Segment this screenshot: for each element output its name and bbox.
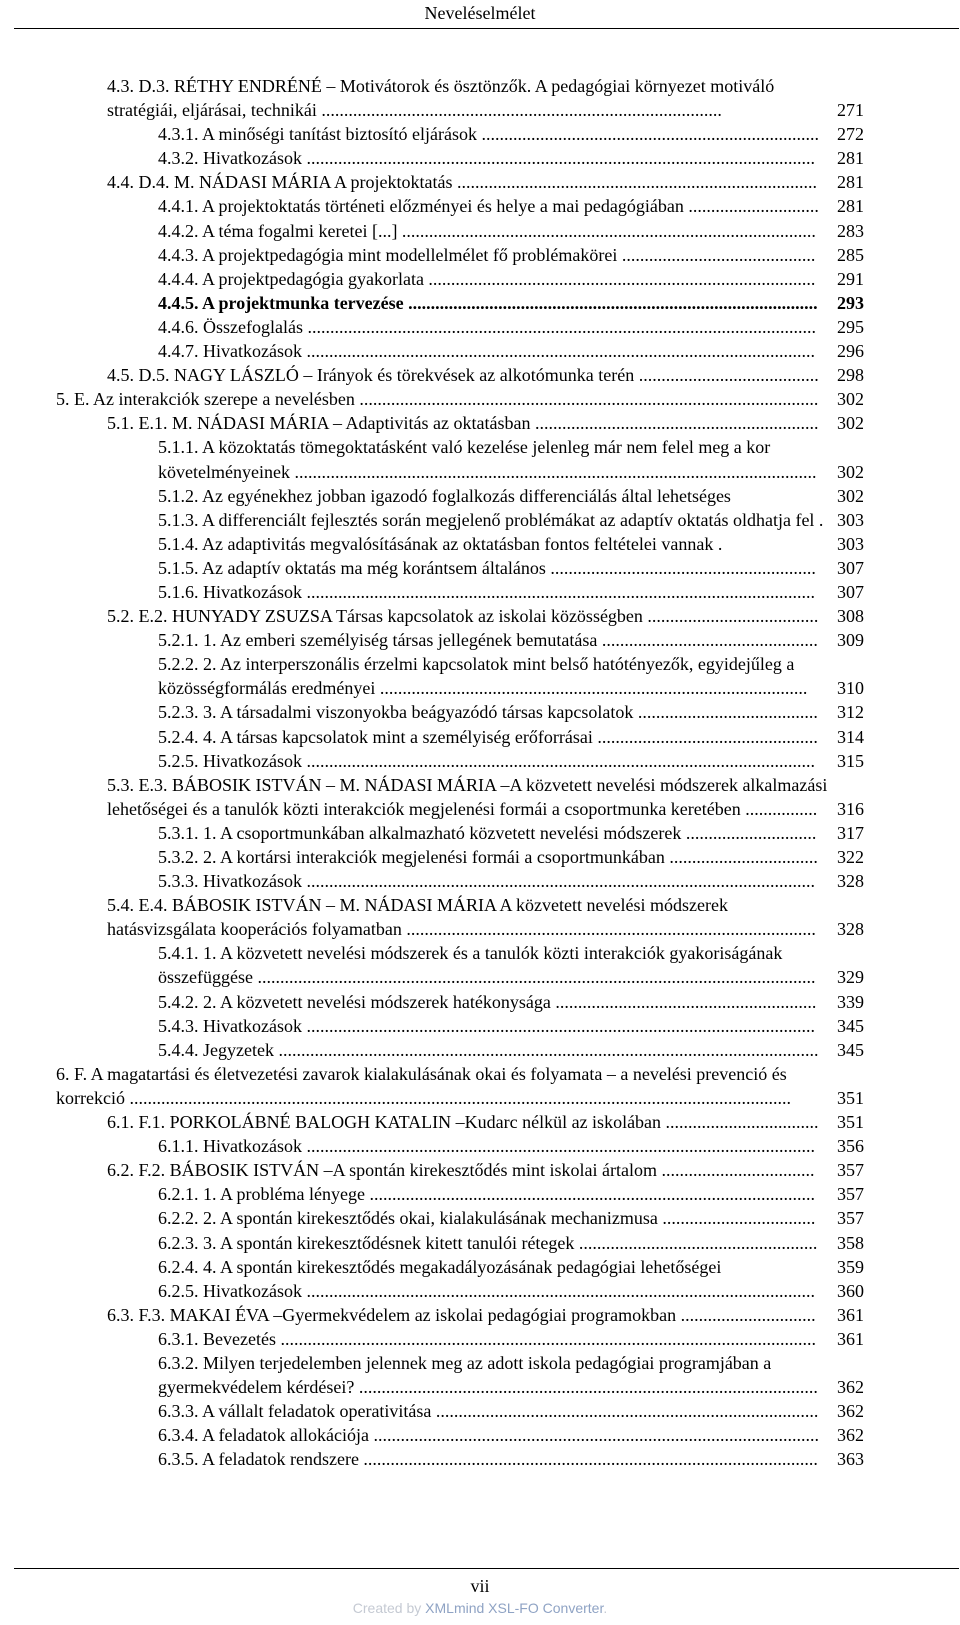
toc-entry[interactable] — [0, 628, 960, 652]
toc-entry-title: 6.3.2. Milyen terjedelemben jelennek meg az adott iskola pedagógiai programjában a gyermekvédelem kérdései? ...................................................................................................... — [158, 1352, 818, 1398]
toc-entry-title: 5.2.2. 2. Az interperszonális érzelmi kapcsolatok mint belső hatótényezők, egyidejűleg a közösségformálás eredményei ............................................................................................... — [158, 654, 808, 699]
page-number: vii — [470, 1576, 490, 1596]
toc-entry-title: 5.1.3. A differenciált fejlesztés során megjelenő problémákat az adaptív oktatás oldhatja fel . — [158, 509, 824, 530]
toc-entry[interactable] — [0, 725, 960, 749]
toc-entry-page: 361 — [833, 1303, 864, 1327]
toc-entry-title: 4.5. D.5. NAGY LÁSZLÓ – Irányok és törekvések az alkotómunka terén ........................................ — [107, 365, 819, 386]
toc-entry-page: 357 — [833, 1158, 864, 1182]
toc-entry[interactable] — [0, 1255, 960, 1279]
header-rule — [14, 28, 959, 29]
toc-entry-title: 4.4.6. Összefoglalás ................................................................................................................. — [158, 316, 816, 337]
toc-entry[interactable] — [0, 146, 960, 170]
toc-entry[interactable] — [0, 893, 960, 941]
toc-entry[interactable] — [0, 1062, 960, 1110]
toc-entry[interactable] — [0, 1134, 960, 1158]
toc-entry-title: 6.3.4. A feladatok allokációja ................................................................................................... — [158, 1425, 819, 1446]
toc-entry[interactable] — [0, 411, 960, 435]
toc-entry[interactable] — [0, 1351, 960, 1399]
toc-entry-title: 6. F. A magatartási és életvezetési zavarok kialakulásának okai és folyamata – a nevelési prevenció és korrekció ................................................................................................................................................... — [56, 1063, 791, 1108]
credit-suffix: . — [603, 1600, 608, 1616]
toc-entry-page: 363 — [833, 1447, 864, 1471]
toc-entry-title: 5.4.4. Jegyzetek ........................................................................................................................ — [158, 1039, 819, 1060]
toc-entry-page: 298 — [833, 363, 864, 387]
toc-entry-page: 291 — [833, 267, 864, 291]
toc-entry[interactable] — [0, 1303, 960, 1327]
toc-entry[interactable] — [0, 1447, 960, 1471]
toc-entry-title: 6.2.1. 1. A probléma lényege ................................................................................................... — [158, 1184, 815, 1205]
toc-entry-title: 4.3.1. A minőségi tanítást biztosító eljárások ........................................................................... — [158, 124, 819, 145]
toc-entry[interactable] — [0, 580, 960, 604]
converter-credit — [0, 1600, 960, 1616]
toc-entry-page: 345 — [833, 1038, 864, 1062]
toc-entry[interactable] — [0, 990, 960, 1014]
toc-entry-title: 6.1.1. Hivatkozások ................................................................................................................. — [158, 1136, 815, 1157]
toc-entry[interactable] — [0, 1182, 960, 1206]
toc-entry-page: 359 — [833, 1255, 864, 1279]
toc-entry-page: 351 — [833, 1110, 864, 1134]
toc-entry-title: 6.2. F.2. BÁBOSIK ISTVÁN –A spontán kirekesztődés mint iskolai ártalom .................................. — [107, 1160, 815, 1181]
toc-entry[interactable] — [0, 1038, 960, 1062]
toc-entry-page: 315 — [833, 749, 864, 773]
toc-entry[interactable] — [0, 773, 960, 821]
toc-entry-page: 302 — [833, 387, 864, 411]
toc-entry[interactable] — [0, 1279, 960, 1303]
toc-entry[interactable] — [0, 1158, 960, 1182]
toc-entry-title: 4.4. D.4. M. NÁDASI MÁRIA A projektoktatás ................................................................................ — [107, 172, 817, 193]
toc-entry-page: 271 — [833, 98, 864, 122]
toc-entry-page: 357 — [833, 1182, 864, 1206]
toc-entry-page: 362 — [833, 1375, 864, 1399]
toc-entry-title: 6.2.3. 3. A spontán kirekesztődésnek kitett tanulói rétegek ..................................................... — [158, 1232, 818, 1253]
toc-entry-page: 309 — [833, 628, 864, 652]
toc-entry[interactable] — [0, 74, 960, 122]
toc-entry-title: 4.4.2. A téma fogalmi keretei [...] ............................................................................................ — [158, 220, 816, 241]
toc-entry[interactable] — [0, 652, 960, 700]
toc-entry-title: 5.4.1. 1. A közvetett nevelési módszerek és a tanulók közti interakciók gyakoriságának összefüggése ............................................................................................................................ — [158, 943, 816, 988]
toc-entry-title: 5.2.3. 3. A társadalmi viszonyokba beágyazódó társas kapcsolatok ........................................ — [158, 702, 818, 723]
toc-entry-page: 310 — [833, 676, 864, 700]
toc-entry[interactable] — [0, 700, 960, 724]
toc-entry[interactable] — [0, 267, 960, 291]
toc-entry-page: 328 — [833, 917, 864, 941]
toc-entry-title: 4.3. D.3. RÉTHY ENDRÉNÉ – Motivátorok és ösztönzők. A pedagógiai környezet motiváló stratégiái, eljárásai, technikái ......................................................................................... — [107, 76, 775, 121]
toc-entry-page: 329 — [833, 965, 864, 989]
toc-entry-page: 303 — [833, 532, 864, 556]
toc-entry-title: 5.2. E.2. HUNYADY ZSUZSA Társas kapcsolatok az iskolai közösségben ...................................... — [107, 606, 819, 627]
toc-entry-title: 4.4.3. A projektpedagógia mint modellelmélet fő problémakörei ........................................... — [158, 244, 816, 265]
toc-entry-page: 302 — [833, 484, 864, 508]
toc-entry-page: 361 — [833, 1327, 864, 1351]
toc-entry[interactable] — [0, 363, 960, 387]
toc-entry[interactable] — [0, 1231, 960, 1255]
toc-entry[interactable] — [0, 845, 960, 869]
toc-entry[interactable] — [0, 1206, 960, 1230]
toc-entry-title: 5.4. E.4. BÁBOSIK ISTVÁN – M. NÁDASI MÁRIA A közvetett nevelési módszerek hatásvizsgálata kooperációs folyamatban ........................................................................................... — [107, 895, 816, 940]
toc-entry-page: 362 — [833, 1399, 864, 1423]
toc-entry-title: 5.3.1. 1. A csoportmunkában alkalmazható közvetett nevelési módszerek ............................. — [158, 822, 817, 843]
toc-entry[interactable] — [0, 484, 960, 508]
toc-entry[interactable] — [0, 1423, 960, 1447]
toc-entry-page: 317 — [833, 821, 864, 845]
toc-entry[interactable] — [0, 1399, 960, 1423]
toc-entry-title: 4.3.2. Hivatkozások ................................................................................................................. — [158, 148, 815, 169]
toc-entry-page: 360 — [833, 1279, 864, 1303]
toc-entry-page: 351 — [833, 1086, 864, 1110]
table-of-contents — [0, 74, 960, 1471]
toc-entry-page: 296 — [833, 339, 864, 363]
toc-entry-page: 302 — [833, 411, 864, 435]
footer-rule — [14, 1568, 959, 1569]
toc-entry[interactable] — [0, 749, 960, 773]
toc-entry-title: 6.3.3. A vállalt feladatok operativitása ..................................................................................... — [158, 1401, 819, 1422]
toc-entry[interactable] — [0, 339, 960, 363]
toc-entry[interactable] — [0, 508, 960, 532]
toc-entry-title: 5.1.2. Az egyénekhez jobban igazodó foglalkozás differenciálás által lehetséges — [158, 485, 731, 506]
toc-entry-page: 303 — [833, 508, 864, 532]
toc-entry-page: 283 — [833, 219, 864, 243]
toc-entry-page: 307 — [833, 580, 864, 604]
toc-entry-page: 314 — [833, 725, 864, 749]
toc-entry-title: 4.4.5. A projektmunka tervezése ........................................................................................... — [158, 292, 818, 313]
toc-entry-title: 5.2.1. 1. Az emberi személyiség társas jellegének bemutatása ................................................ — [158, 630, 818, 651]
toc-entry-page: 302 — [833, 460, 864, 484]
toc-entry[interactable] — [0, 315, 960, 339]
toc-entry-title: 5.3. E.3. BÁBOSIK ISTVÁN – M. NÁDASI MÁRIA –A közvetett nevelési módszerek alkalmazási lehetőségei és a tanulók közti interakciók megjelenési formái a csoportmunka keretében ................ — [107, 774, 828, 819]
toc-entry[interactable] — [0, 869, 960, 893]
toc-entry-title: 5.1.5. Az adaptív oktatás ma még korántsem általános ........................................................... — [158, 557, 816, 578]
toc-entry[interactable] — [0, 291, 960, 315]
toc-entry-title: 5.4.3. Hivatkozások ................................................................................................................. — [158, 1015, 815, 1036]
toc-entry[interactable] — [0, 122, 960, 146]
toc-entry-title: 6.3.1. Bevezetés ....................................................................................................................... — [158, 1328, 816, 1349]
credit-prefix: Created by — [352, 1600, 426, 1616]
toc-entry[interactable] — [0, 532, 960, 556]
toc-entry[interactable] — [0, 243, 960, 267]
toc-entry-title: 5.3.3. Hivatkozások ................................................................................................................. — [158, 871, 815, 892]
toc-entry-title: 6.3. F.3. MAKAI ÉVA –Gyermekvédelem az iskolai pedagógiai programokban .............................. — [107, 1304, 816, 1325]
toc-entry-page: 345 — [833, 1014, 864, 1038]
toc-entry-page: 285 — [833, 243, 864, 267]
toc-entry-page: 307 — [833, 556, 864, 580]
toc-entry-page: 322 — [833, 845, 864, 869]
toc-entry-title: 6.3.5. A feladatok rendszere ..................................................................................................... — [158, 1449, 818, 1470]
toc-entry[interactable] — [0, 941, 960, 989]
toc-entry-page: 308 — [833, 604, 864, 628]
toc-entry-page: 357 — [833, 1206, 864, 1230]
toc-entry-page: 293 — [833, 291, 864, 315]
toc-entry[interactable] — [0, 1110, 960, 1134]
toc-entry[interactable] — [0, 170, 960, 194]
credit-brand: XMLmind XSL-FO Converter — [425, 1600, 604, 1616]
toc-entry-page: 281 — [833, 170, 864, 194]
toc-entry-page: 358 — [833, 1231, 864, 1255]
toc-entry-page: 312 — [833, 700, 864, 724]
toc-entry-page: 281 — [833, 194, 864, 218]
toc-entry-title: 5.2.4. 4. A társas kapcsolatok mint a személyiség erőforrásai ................................................. — [158, 726, 818, 747]
toc-entry[interactable] — [0, 435, 960, 483]
toc-entry-title: 5.2.5. Hivatkozások ................................................................................................................. — [158, 750, 815, 771]
toc-entry-page: 281 — [833, 146, 864, 170]
toc-entry-title: 6.2.2. 2. A spontán kirekesztődés okai, kialakulásának mechanizmusa .................................. — [158, 1208, 816, 1229]
toc-entry[interactable] — [0, 219, 960, 243]
toc-entry-title: 5.3.2. 2. A kortársi interakciók megjelenési formái a csoportmunkában ................................. — [158, 847, 818, 867]
toc-entry-title: 5.1.6. Hivatkozások ................................................................................................................. — [158, 581, 815, 602]
toc-entry-page: 356 — [833, 1134, 864, 1158]
toc-entry-page: 362 — [833, 1423, 864, 1447]
toc-entry-title: 6.2.4. 4. A spontán kirekesztődés megakadályozásának pedagógiai lehetőségei — [158, 1256, 722, 1277]
toc-entry-title: 5.4.2. 2. A közvetett nevelési módszerek hatékonysága .......................................................... — [158, 991, 817, 1012]
toc-entry[interactable] — [0, 1014, 960, 1038]
toc-entry-title: 4.4.1. A projektoktatás történeti előzményei és helye a mai pedagógiában ............................. — [158, 196, 819, 217]
toc-entry[interactable] — [0, 194, 960, 218]
toc-entry-title: 6.2.5. Hivatkozások ................................................................................................................. — [158, 1280, 815, 1301]
toc-entry-page: 295 — [833, 315, 864, 339]
toc-entry-title: 4.4.4. A projektpedagógia gyakorlata ...................................................................................... — [158, 268, 816, 289]
toc-entry-page: 316 — [833, 797, 864, 821]
toc-entry-page: 328 — [833, 869, 864, 893]
toc-entry-page: 272 — [833, 122, 864, 146]
toc-entry[interactable] — [0, 604, 960, 628]
toc-entry-page: 339 — [833, 990, 864, 1014]
toc-entry-title: 5.1.4. Az adaptivitás megvalósításának az oktatásban fontos feltételei vannak . — [158, 533, 723, 554]
toc-entry-title: 6.1. F.1. PORKOLÁBNÉ BALOGH KATALIN –Kudarc nélkül az iskolában .................................. — [107, 1112, 819, 1133]
toc-entry-title: 4.4.7. Hivatkozások ................................................................................................................. — [158, 341, 815, 362]
toc-entry[interactable] — [0, 1327, 960, 1351]
running-header: Neveléselmélet — [424, 3, 536, 23]
toc-entry[interactable] — [0, 821, 960, 845]
toc-entry-title: 5.1.1. A közoktatás tömegoktatásként való kezelése jelenleg már nem felel meg a kor követelményeinek .................................................................................................................... — [158, 437, 817, 482]
toc-entry-title: 5. E. Az interakciók szerepe a nevelésben ...................................................................................................... — [56, 389, 819, 410]
toc-entry[interactable] — [0, 387, 960, 411]
toc-entry[interactable] — [0, 556, 960, 580]
toc-entry-title: 5.1. E.1. M. NÁDASI MÁRIA – Adaptivitás az oktatásban ............................................................... — [107, 413, 819, 434]
